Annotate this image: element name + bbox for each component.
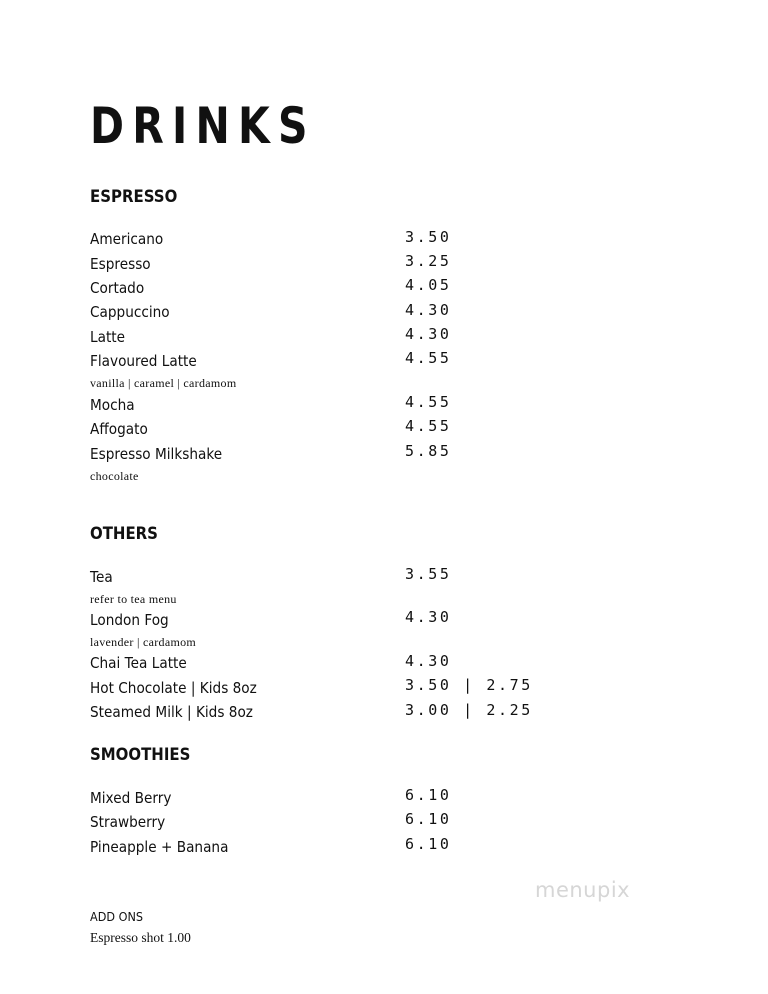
menu-item-name: Mocha [90, 396, 135, 414]
menu-item-price: 4.55 [405, 417, 452, 435]
menu-item-price: 6.10 [405, 835, 452, 853]
menu-item-name: Mixed Berry [90, 789, 172, 807]
menu-item-price: 4.55 [405, 349, 452, 367]
menu-item-price: 5.85 [405, 442, 452, 460]
menu-item-name: Tea [90, 568, 113, 586]
menu-item-price: 3.25 [405, 252, 452, 270]
menu-item-price: 4.55 [405, 393, 452, 411]
section-heading-smoothies: SMOOTHIES [90, 745, 191, 765]
menu-item-price: 4.30 [405, 301, 452, 319]
menu-item-note: lavender | cardamom [90, 635, 197, 649]
menu-item-price: 6.10 [405, 786, 452, 804]
watermark-logo: menupix [535, 878, 631, 902]
menu-item-price: 4.05 [405, 276, 452, 294]
menu-item-price: 4.30 [405, 608, 452, 626]
menu-item-name: Espresso Milkshake [90, 445, 223, 463]
menu-item-note: refer to tea menu [90, 592, 177, 606]
menu-item-price: 3.00 | 2.25 [405, 701, 533, 719]
menu-item-price: 3.55 [405, 565, 452, 583]
menu-item-price: 3.50 | 2.75 [405, 676, 533, 694]
menu-item-price: 4.30 [405, 652, 452, 670]
page-title: DRINKS [90, 97, 316, 155]
menu-item-name: Espresso [90, 255, 151, 273]
menu-item-name: Affogato [90, 420, 148, 438]
menu-item-note: vanilla | caramel | cardamom [90, 376, 237, 390]
menu-item-name: London Fog [90, 611, 169, 629]
menu-item-name: Latte [90, 328, 126, 346]
menu-item-name: Cortado [90, 279, 145, 297]
menu-item-name: Cappuccino [90, 303, 170, 321]
addons-heading: ADD ONS [90, 909, 144, 924]
menu-item-name: Americano [90, 230, 164, 248]
menu-item-price: 3.50 [405, 228, 452, 246]
menu-item-name: Pineapple + Banana [90, 838, 229, 856]
menu-item-price: 6.10 [405, 810, 452, 828]
addons-line: Espresso shot 1.00 [90, 930, 191, 945]
section-heading-espresso: ESPRESSO [90, 187, 178, 207]
menu-item-name: Steamed Milk | Kids 8oz [90, 703, 253, 721]
menu-item-name: Hot Chocolate | Kids 8oz [90, 679, 257, 697]
menu-item-name: Strawberry [90, 813, 166, 831]
section-heading-others: OTHERS [90, 524, 158, 544]
menu-item-name: Flavoured Latte [90, 352, 197, 370]
menu-item-name: Chai Tea Latte [90, 654, 187, 672]
menu-item-price: 4.30 [405, 325, 452, 343]
menu-item-note: chocolate [90, 469, 139, 483]
